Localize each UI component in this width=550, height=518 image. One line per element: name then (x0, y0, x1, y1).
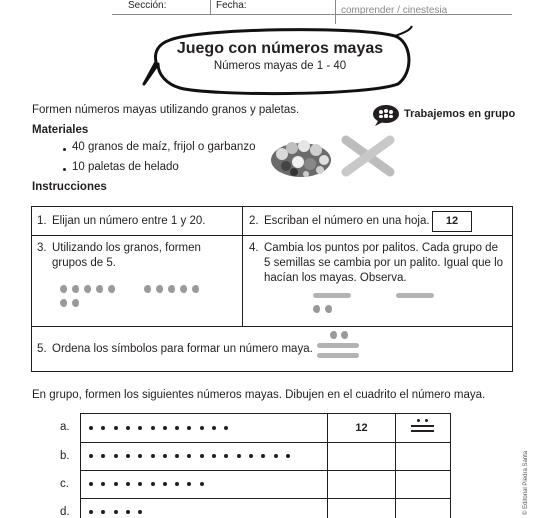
count-dot (224, 454, 228, 458)
maya-answer-box[interactable] (396, 499, 450, 518)
group-badge-label: Trabajemos en grupo (404, 108, 516, 120)
count-dot (274, 454, 278, 458)
count-dot (249, 454, 253, 458)
count-dot (175, 482, 179, 486)
count-dot (163, 454, 167, 458)
material-item: 10 paletas de helado (72, 161, 179, 173)
maya-bar (317, 353, 359, 358)
row-letter: b. (60, 450, 70, 462)
count-dot (224, 426, 228, 430)
maya-bar (317, 343, 359, 348)
seccion-label: Sección: (128, 0, 167, 11)
count-dot (286, 454, 290, 458)
step-text: Escriban el número en una hoja. (264, 215, 430, 227)
count-dot (151, 426, 155, 430)
step-text: Ordena los símbolos para formar un número maya. (52, 343, 313, 355)
count-dot (114, 454, 118, 458)
header-divider (335, 0, 336, 24)
count-dot (101, 426, 105, 430)
instructions-heading: Instrucciones (32, 181, 107, 193)
count-dot (138, 426, 142, 430)
count-dot (101, 482, 105, 486)
step-text: Elijan un número entre 1 y 20. (52, 215, 206, 227)
header-bottom-line (112, 14, 512, 15)
count-dot (187, 454, 191, 458)
count-dot (212, 426, 216, 430)
maya-bar (396, 293, 434, 298)
page-title: Juego con números mayas (176, 40, 384, 57)
exercise-prompt: En grupo, formen los siguientes números mayas. Dibujen en el cuadrito el número maya. (32, 389, 486, 401)
count-dot (114, 482, 118, 486)
count-dot (89, 426, 93, 430)
table-border (80, 413, 81, 518)
popsicle-sticks-image (340, 134, 396, 178)
count-dot (261, 454, 265, 458)
step-number: 1. (37, 215, 47, 227)
count-dot (175, 454, 179, 458)
material-item: 40 granos de maíz, frijol o garbanzo (72, 141, 256, 153)
answer-number[interactable] (328, 450, 395, 468)
count-dot (138, 454, 142, 458)
count-dot (89, 482, 93, 486)
bullet (63, 168, 66, 171)
count-dot (163, 426, 167, 430)
count-dot (138, 510, 142, 514)
table-border (450, 413, 451, 518)
count-dot (200, 454, 204, 458)
bullet (63, 148, 66, 151)
fecha-label: Fecha: (216, 0, 247, 11)
materials-heading: Materiales (32, 124, 89, 136)
row-letter: d. (60, 506, 70, 518)
answer-number: 12 (355, 422, 368, 434)
side-credit: © Editorial Piedra Santa (523, 450, 529, 515)
count-dot (163, 482, 167, 486)
count-dot (212, 454, 216, 458)
step-number: 2. (249, 215, 259, 227)
count-dot (187, 482, 191, 486)
maya-dot (313, 305, 320, 313)
row-letter: c. (60, 478, 69, 490)
count-dot (151, 482, 155, 486)
count-dot (126, 426, 130, 430)
count-dot (114, 426, 118, 430)
count-dot (126, 482, 130, 486)
count-dot (138, 482, 142, 486)
step-number: 5. (37, 343, 47, 355)
example-number-box: 12 (432, 211, 472, 232)
maya-answer-box[interactable] (396, 471, 450, 498)
step-number: 4. (249, 242, 259, 254)
step-text: Utilizando los granos, formen grupos de 5. (52, 242, 201, 269)
count-dot (89, 454, 93, 458)
answer-number[interactable] (328, 506, 395, 518)
count-dot (101, 454, 105, 458)
count-dot (126, 510, 130, 514)
count-dot (175, 426, 179, 430)
count-dot (101, 510, 105, 514)
header-divider (210, 0, 211, 14)
maya-dot (341, 331, 348, 339)
header-subtitle: comprender / cinestesia (341, 5, 448, 16)
count-dot (237, 454, 241, 458)
answer-number[interactable] (328, 478, 395, 496)
count-dot (187, 426, 191, 430)
group-icon (372, 104, 400, 126)
maya-bar (313, 293, 351, 298)
intro-text: Formen números mayas utilizando granos y paletas. (32, 104, 300, 116)
count-dot (200, 426, 204, 430)
count-dot (89, 510, 93, 514)
count-dot (126, 454, 130, 458)
count-dot (114, 510, 118, 514)
step-text: Cambia los puntos por palitos. Cada grupo de 5 semillas se cambia por un palito. Igual que lo hacían los mayas. Observa. (264, 242, 504, 284)
row-letter: a. (60, 421, 70, 433)
count-dot (200, 482, 204, 486)
step-number: 3. (37, 242, 47, 254)
maya-dot (325, 305, 332, 313)
maya-answer-box[interactable] (396, 443, 450, 470)
page-subtitle: Números mayas de 1 - 40 (213, 60, 347, 72)
maya-dot (330, 331, 337, 339)
count-dot (151, 454, 155, 458)
seeds-pile-image (270, 136, 332, 178)
